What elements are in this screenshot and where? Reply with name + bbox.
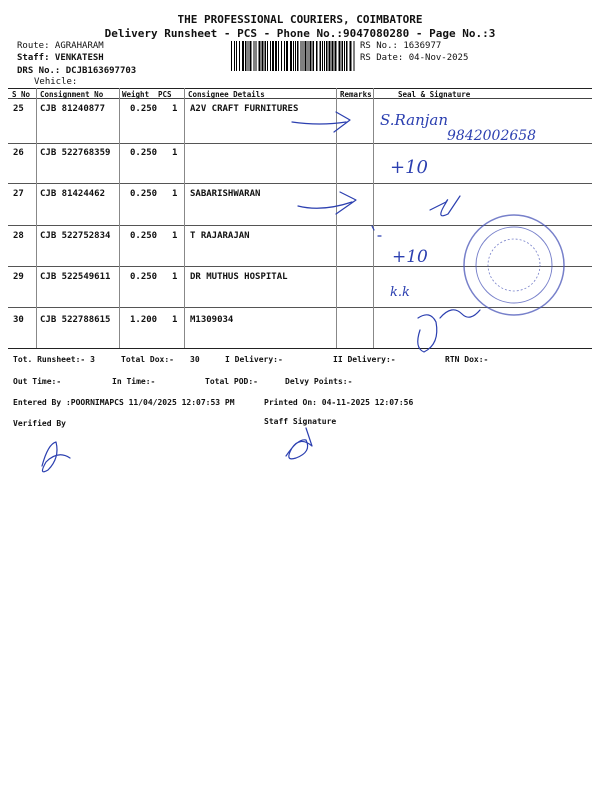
company-title: THE PROFESSIONAL COURIERS, COIMBATORE xyxy=(177,13,423,26)
row-pcs: 1 xyxy=(172,272,178,282)
runsheet-subtitle: Delivery Runsheet - PCS - Phone No.:9047080280 - Page No.:3 xyxy=(104,27,496,40)
col-consignee: Consignee Details xyxy=(188,90,265,99)
vehicle-label: Vehicle: xyxy=(34,77,78,87)
row-consignment: CJB 522768359 xyxy=(40,148,111,158)
row-consignment: CJB 522549611 xyxy=(40,272,111,282)
total-dox-value: 30 xyxy=(190,355,200,364)
row-weight: 0.250 xyxy=(130,104,158,114)
svg-text:9842002658: 9842002658 xyxy=(447,128,537,144)
svg-text:S.Ranjan: S.Ranjan xyxy=(380,111,449,129)
arrow-icon xyxy=(292,122,346,124)
row-weight: 0.250 xyxy=(130,272,158,282)
rs-number: RS No.: 1636977 xyxy=(360,41,442,51)
ii-delivery: II Delivery:- xyxy=(333,355,396,364)
i-delivery: I Delivery:- xyxy=(225,355,283,364)
arrow-head-icon xyxy=(336,192,356,214)
col-pcs: PCS xyxy=(158,90,172,99)
row-sno: 25 xyxy=(13,104,24,114)
staff-label: Staff: VENKATESH xyxy=(17,53,104,63)
total-dox-label: Total Dox:- xyxy=(121,355,174,364)
col-seal-signature: Seal & Signature xyxy=(398,90,471,99)
out-time: Out Time:- xyxy=(13,377,62,386)
col-weight: Weight xyxy=(122,90,150,99)
svg-text:+10: +10 xyxy=(392,247,428,267)
row-consignee: T RAJARAJAN xyxy=(190,231,250,241)
rs-date: RS Date: 04-Nov-2025 xyxy=(360,53,469,63)
tot-runsheet: Tot. Runsheet:- 3 xyxy=(13,355,95,364)
row-consignee: M1309034 xyxy=(190,315,234,325)
arrow-icon xyxy=(298,202,352,208)
row-weight: 0.250 xyxy=(130,189,158,199)
in-time: In Time:- xyxy=(112,377,156,386)
row-pcs: 1 xyxy=(172,148,178,158)
row-consignment: CJB 522752834 xyxy=(40,231,111,241)
col-consignment: Consignment No xyxy=(40,90,104,99)
entered-by: Entered By :POORNIMAPCS 11/04/2025 12:07:53 PM xyxy=(13,398,235,407)
printed-on: Printed On: 04-11-2025 12:07:56 xyxy=(264,398,414,407)
drs-number: DRS No.: DCJB163697703 xyxy=(17,66,137,76)
row-pcs: 1 xyxy=(172,189,178,199)
row-sno: 26 xyxy=(13,148,24,158)
row-sno: 27 xyxy=(13,189,24,199)
total-pod: Total POD:- xyxy=(205,377,258,386)
row-pcs: 1 xyxy=(172,104,178,114)
row-consignment: CJB 522788615 xyxy=(40,315,111,325)
row-consignee: DR MUTHUS HOSPITAL xyxy=(190,272,288,282)
delvy-points: Delvy Points:- xyxy=(285,377,353,386)
row-pcs: 1 xyxy=(172,231,178,241)
row-consignee: SABARISHWARAN xyxy=(190,189,261,199)
row-consignee: A2V CRAFT FURNITURES xyxy=(190,104,299,114)
row-sno: 28 xyxy=(13,231,24,241)
svg-text:k.k: k.k xyxy=(390,285,410,300)
row-consignment: CJB 81240877 xyxy=(40,104,106,114)
col-sno: S No xyxy=(12,90,31,99)
svg-text:+10: +10 xyxy=(390,157,428,178)
row-weight: 0.250 xyxy=(130,231,158,241)
staff-signature: Staff Signature xyxy=(264,417,337,426)
verified-by: Verified By xyxy=(13,419,66,428)
seal-stamp xyxy=(460,210,568,320)
row-consignment: CJB 81424462 xyxy=(40,189,106,199)
row-weight: 1.200 xyxy=(130,315,158,325)
rtn-dox: RTN Dox:- xyxy=(445,355,489,364)
row-weight: 0.250 xyxy=(130,148,158,158)
row-sno: 30 xyxy=(13,315,24,325)
row-sno: 29 xyxy=(13,272,24,282)
row-pcs: 1 xyxy=(172,315,178,325)
col-remarks: Remarks xyxy=(340,90,372,99)
route-label: Route: AGRAHARAM xyxy=(17,41,104,51)
